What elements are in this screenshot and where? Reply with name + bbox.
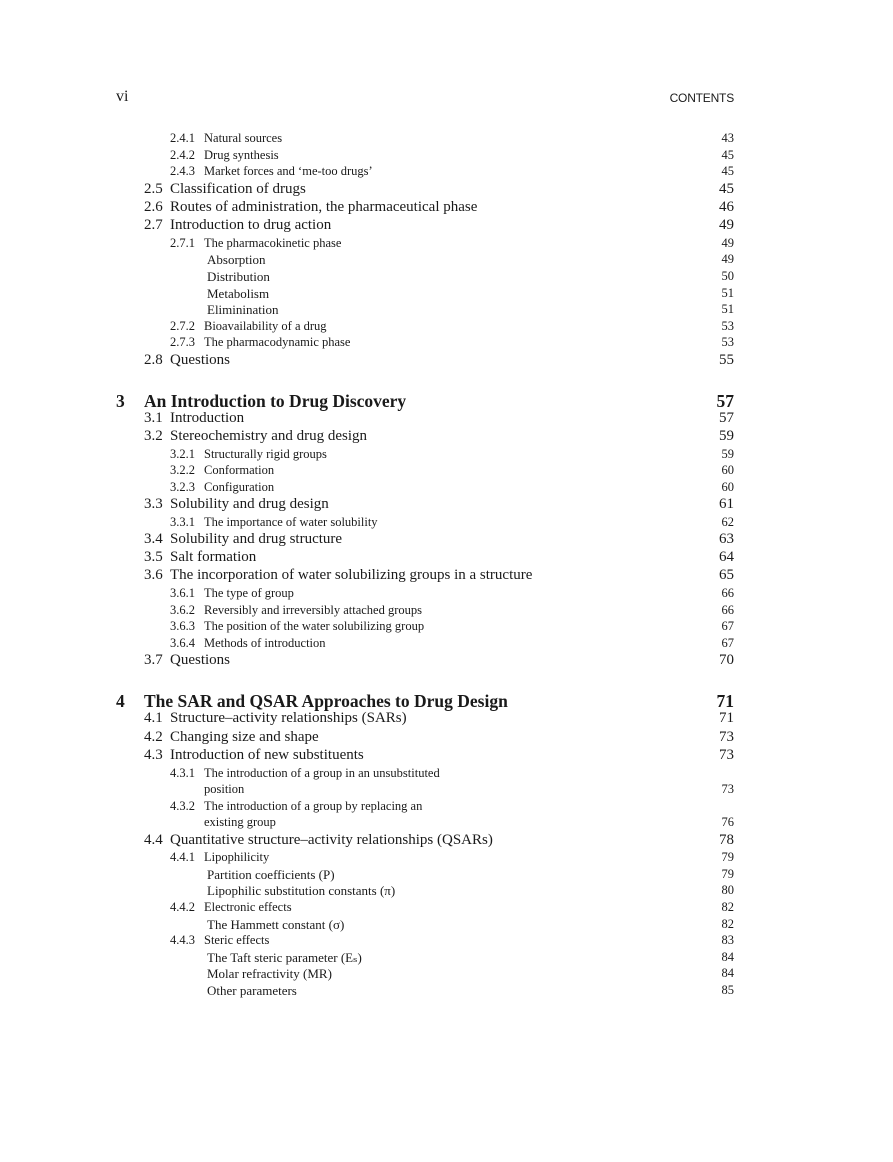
toc-page-number: 67 — [721, 636, 734, 650]
toc-title: Bioavailability of a drug — [204, 319, 327, 333]
toc-page-number: 84 — [721, 966, 734, 980]
toc-title: The Hammett constant (σ) — [207, 917, 345, 932]
toc-title: Conformation — [204, 463, 275, 477]
toc-number: 2.7.1 — [170, 236, 195, 250]
toc-number: 4.3.1 — [170, 766, 195, 780]
toc-entry — [0, 900, 893, 918]
toc-title: The type of group — [204, 586, 294, 600]
toc-title: The pharmacodynamic phase — [204, 335, 351, 349]
toc-page-number: 67 — [721, 619, 734, 633]
toc-page-number: 60 — [721, 463, 734, 477]
toc-entry — [0, 815, 893, 833]
toc-number: 3.6.4 — [170, 636, 195, 650]
toc-number: 2.7.3 — [170, 335, 195, 349]
toc-page-number: 62 — [721, 515, 734, 529]
toc-title: Lipophilic substitution constants (π) — [207, 883, 396, 898]
toc-number: 4.4.2 — [170, 900, 195, 914]
toc-number: 4.3.2 — [170, 799, 195, 813]
toc-number: 3.3 — [144, 496, 163, 512]
toc-section — [0, 710, 893, 728]
toc-page-number: 43 — [721, 131, 734, 145]
toc-title: Electronic effects — [204, 900, 292, 914]
toc-page-number: 49 — [719, 217, 734, 233]
toc-page-number: 59 — [721, 447, 734, 461]
toc-page-number: 61 — [719, 496, 734, 512]
toc-number: 4.4.3 — [170, 933, 195, 947]
toc-number: 3.6.3 — [170, 619, 195, 633]
toc-title: Structure–activity relationships (SARs) — [170, 710, 407, 726]
toc-page-number: 53 — [721, 335, 734, 349]
toc-page-number: 71 — [716, 691, 734, 711]
toc-number: 2.4.2 — [170, 148, 195, 162]
toc-entry — [0, 164, 893, 182]
toc-section — [0, 747, 893, 765]
toc-page-number: 50 — [721, 269, 734, 283]
toc-page-number: 49 — [721, 236, 734, 250]
toc-number: 2.7.2 — [170, 319, 195, 333]
toc-title: Questions — [170, 652, 230, 668]
toc-number: 3.6.1 — [170, 586, 195, 600]
toc-number: 2.4.1 — [170, 131, 195, 145]
toc-number: 3.2.3 — [170, 480, 195, 494]
toc-page-number: 45 — [719, 181, 734, 197]
toc-entry — [0, 131, 893, 149]
toc-section — [0, 652, 893, 670]
toc-title: The introduction of a group by replacing an — [204, 799, 423, 813]
toc-title: The introduction of a group in an unsubstituted — [204, 766, 440, 780]
toc-page-number: 73 — [719, 729, 734, 745]
toc-entry — [0, 586, 893, 604]
toc-title: position — [204, 782, 245, 796]
toc-title: Solubility and drug structure — [170, 531, 343, 547]
toc-entry — [0, 463, 893, 481]
toc-title: Lipophilicity — [204, 850, 270, 864]
toc-title: Quantitative structure–activity relationships (QSARs) — [170, 832, 493, 848]
toc-page-number: 66 — [721, 603, 734, 617]
toc-number: 3 — [116, 391, 125, 411]
toc-entry — [0, 335, 893, 353]
toc-page-number: 79 — [721, 867, 734, 881]
toc-page-number: 66 — [721, 586, 734, 600]
toc-title: Other parameters — [207, 983, 297, 998]
toc-page-number: 63 — [719, 531, 734, 547]
toc-entry — [0, 850, 893, 868]
toc-number: 2.6 — [144, 199, 163, 215]
toc-title: The Taft steric parameter (Eₛ) — [207, 950, 362, 965]
toc-title: Introduction to drug action — [170, 217, 332, 233]
toc-title: existing group — [204, 815, 276, 829]
toc-number: 3.3.1 — [170, 515, 195, 529]
toc-chapter — [0, 391, 893, 409]
toc-title: Solubility and drug design — [170, 496, 329, 512]
toc-title: Distribution — [207, 269, 270, 284]
toc-title: Methods of introduction — [204, 636, 326, 650]
toc-section — [0, 496, 893, 514]
toc-entry — [0, 782, 893, 800]
toc-number: 3.6.2 — [170, 603, 195, 617]
toc-number: 4.3 — [144, 747, 163, 763]
toc-number: 2.8 — [144, 352, 163, 368]
toc-page-number: 83 — [721, 933, 734, 947]
toc-entry — [0, 269, 893, 287]
toc-page-number: 84 — [721, 950, 734, 964]
toc-page-number: 80 — [721, 883, 734, 897]
toc-page-number: 51 — [721, 302, 734, 316]
toc-entry — [0, 966, 893, 984]
toc-title: An Introduction to Drug Discovery — [144, 391, 407, 411]
toc-number: 4.4.1 — [170, 850, 195, 864]
toc-page-number: 82 — [721, 900, 734, 914]
toc-section — [0, 352, 893, 370]
toc-page-number: 73 — [719, 747, 734, 763]
toc-number: 4.4 — [144, 832, 163, 848]
toc-page-number: 49 — [721, 252, 734, 266]
toc-page-number: 76 — [721, 815, 734, 829]
toc-number: 3.4 — [144, 531, 163, 547]
toc-page-number: 70 — [719, 652, 734, 668]
toc-title: Stereochemistry and drug design — [170, 428, 368, 444]
toc-number: 3.2 — [144, 428, 163, 444]
toc-chapter — [0, 691, 893, 709]
toc-entry — [0, 983, 893, 1001]
toc-number: 4.1 — [144, 710, 163, 726]
toc-title: Partition coefficients (P) — [207, 867, 335, 882]
toc-page-number: 51 — [721, 286, 734, 300]
toc-page-number: 73 — [721, 782, 734, 796]
toc-page-number: 65 — [719, 567, 734, 583]
toc-section — [0, 410, 893, 428]
toc-title: The incorporation of water solubilizing groups in a structure — [170, 567, 533, 583]
toc-page-number: 45 — [721, 164, 734, 178]
toc-title: The importance of water solubility — [204, 515, 378, 529]
toc-title: Steric effects — [204, 933, 270, 947]
toc-number: 4.2 — [144, 729, 163, 745]
toc-title: Changing size and shape — [170, 729, 319, 745]
toc-number: 2.5 — [144, 181, 163, 197]
toc-entry — [0, 933, 893, 951]
toc-title: Natural sources — [204, 131, 283, 145]
toc-number: 3.5 — [144, 549, 163, 565]
toc-title: Questions — [170, 352, 230, 368]
toc-page-number: 59 — [719, 428, 734, 444]
toc-number: 3.6 — [144, 567, 163, 583]
toc-title: Classification of drugs — [170, 181, 306, 197]
toc-title: Eliminination — [207, 302, 279, 317]
toc-page-number: 55 — [719, 352, 734, 368]
toc-title: Absorption — [207, 252, 266, 267]
toc-number: 4 — [116, 691, 125, 711]
toc-number: 3.1 — [144, 410, 163, 426]
toc-number: 3.2.1 — [170, 447, 195, 461]
toc-section — [0, 567, 893, 585]
toc-title: Reversibly and irreversibly attached groups — [204, 603, 422, 617]
toc-page-number: 64 — [719, 549, 734, 565]
toc-page-number: 71 — [719, 710, 734, 726]
toc-section — [0, 199, 893, 217]
toc-title: Routes of administration, the pharmaceutical phase — [170, 199, 478, 215]
toc-entry — [0, 619, 893, 637]
toc-page-number: 85 — [721, 983, 734, 997]
toc-page-number: 60 — [721, 480, 734, 494]
toc-title: Metabolism — [207, 286, 270, 301]
toc-page-number: 45 — [721, 148, 734, 162]
toc-title: Structurally rigid groups — [204, 447, 327, 461]
toc-title: The SAR and QSAR Approaches to Drug Design — [144, 691, 508, 711]
toc-entry — [0, 883, 893, 901]
toc-number: 2.4.3 — [170, 164, 195, 178]
toc-entry — [0, 252, 893, 270]
toc-page-number: 57 — [719, 410, 734, 426]
toc-title: Salt formation — [170, 549, 257, 565]
toc-page-number: 57 — [716, 391, 734, 411]
toc-number: 3.7 — [144, 652, 163, 668]
toc-title: Configuration — [204, 480, 275, 494]
running-head: CONTENTS — [669, 91, 734, 105]
toc-number: 2.7 — [144, 217, 163, 233]
toc-page-number: 79 — [721, 850, 734, 864]
toc-section — [0, 217, 893, 235]
toc-title: The pharmacokinetic phase — [204, 236, 342, 250]
toc-page-number: 46 — [719, 199, 734, 215]
toc-section — [0, 549, 893, 567]
toc-page-number: 53 — [721, 319, 734, 333]
toc-number: 3.2.2 — [170, 463, 195, 477]
toc-title: Drug synthesis — [204, 148, 279, 162]
toc-title: Introduction — [170, 410, 245, 426]
toc-title: Introduction of new substituents — [170, 747, 364, 763]
toc-section — [0, 832, 893, 850]
toc-title: The position of the water solubilizing group — [204, 619, 425, 633]
toc-title: Molar refractivity (MR) — [207, 966, 332, 981]
toc-entry — [0, 302, 893, 320]
toc-page-number: 82 — [721, 917, 734, 931]
toc-section — [0, 729, 893, 747]
toc-section — [0, 428, 893, 446]
page-number: vi — [116, 88, 129, 105]
toc-section — [0, 181, 893, 199]
toc-page-number: 78 — [719, 832, 734, 848]
toc-section — [0, 531, 893, 549]
toc-title: Market forces and ‘me-too drugs’ — [204, 164, 373, 178]
